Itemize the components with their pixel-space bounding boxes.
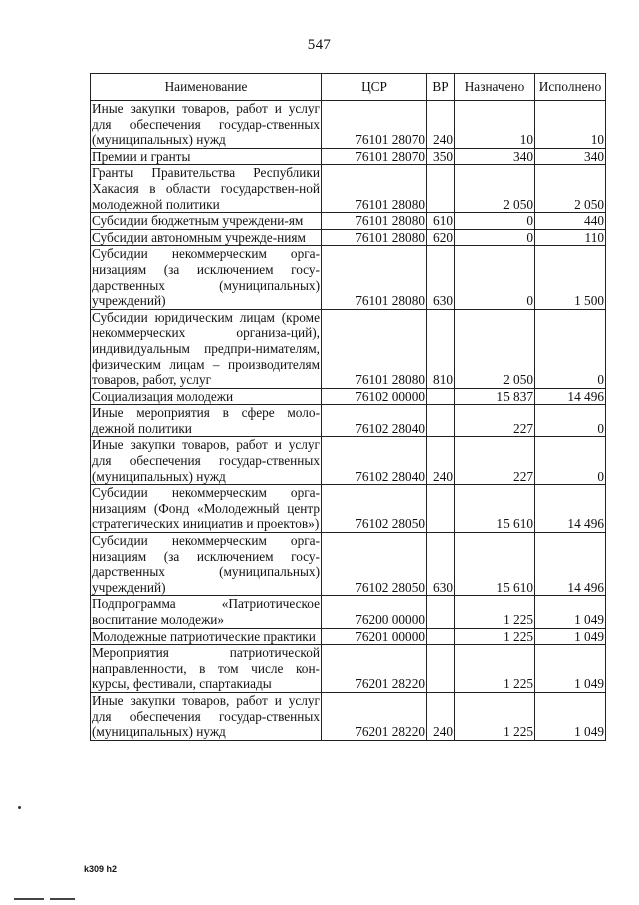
row-csr: 76102 28040 xyxy=(322,437,427,485)
row-executed: 340 xyxy=(535,148,606,165)
table-row xyxy=(91,229,606,246)
column-header-csr: ЦСР xyxy=(322,74,427,101)
row-planned: 1 225 xyxy=(455,692,535,740)
column-header-executed: Исполнено xyxy=(535,74,606,101)
row-name: Иные закупки товаров, работ и услуг для обеспечения государ-ственных (муниципальных) нужд xyxy=(92,101,320,148)
row-name: Субсидии некоммерческим орга-низациям (за исключением госу-дарственных (муниципальных) учреждений) xyxy=(92,246,320,309)
page-number: 547 xyxy=(307,37,332,53)
table-row xyxy=(91,692,606,740)
row-executed: 0 xyxy=(535,405,606,437)
row-executed: 1 049 xyxy=(535,692,606,740)
row-name: Социализация молодежи xyxy=(91,388,322,405)
row-name: Мероприятия патриотической направленности, в том числе кон-курсы, фестивали, спартакиады xyxy=(92,645,320,692)
table-row xyxy=(91,388,606,405)
row-executed: 14 496 xyxy=(535,533,606,596)
table-row xyxy=(91,645,606,693)
row-executed: 2 050 xyxy=(535,165,606,213)
row-vr xyxy=(427,388,455,405)
row-planned: 340 xyxy=(455,148,535,165)
row-executed: 0 xyxy=(535,437,606,485)
row-csr: 76102 28050 xyxy=(322,533,427,596)
row-csr: 76201 00000 xyxy=(322,628,427,645)
row-name: Гранты Правительства Республики Хакасия в области государствен-ной молодежной политики xyxy=(92,165,320,212)
table-row xyxy=(91,101,606,149)
row-executed: 14 496 xyxy=(535,485,606,533)
row-executed: 14 496 xyxy=(535,388,606,405)
row-csr: 76101 28080 xyxy=(322,309,427,388)
scan-mark-line xyxy=(50,898,75,900)
row-csr: 76101 28080 xyxy=(322,246,427,309)
row-vr: 610 xyxy=(427,213,455,230)
table-row xyxy=(91,309,606,388)
row-name: Подпрограмма «Патриотическое воспитание молодежи» xyxy=(92,596,320,627)
row-vr: 240 xyxy=(427,692,455,740)
row-planned: 1 225 xyxy=(455,645,535,693)
row-name: Иные закупки товаров, работ и услуг для обеспечения государ-ственных (муниципальных) нужд xyxy=(92,437,320,484)
table-row xyxy=(91,628,606,645)
row-vr xyxy=(427,405,455,437)
row-vr xyxy=(427,596,455,628)
row-planned: 2 050 xyxy=(455,309,535,388)
row-executed: 1 049 xyxy=(535,596,606,628)
row-csr: 76102 28050 xyxy=(322,485,427,533)
budget-table xyxy=(90,73,606,741)
row-name: Субсидии некоммерческим орга-низациям (Фонд «Молодежный центр стратегических инициатив и проектов») xyxy=(92,485,320,532)
row-csr: 76201 28220 xyxy=(322,692,427,740)
row-csr: 76101 28080 xyxy=(322,229,427,246)
table-row xyxy=(91,533,606,596)
column-header-planned: Назначено xyxy=(455,74,535,101)
row-csr: 76102 00000 xyxy=(322,388,427,405)
row-planned: 15 610 xyxy=(455,485,535,533)
table-row xyxy=(91,213,606,230)
row-name: Молодежные патриотические практики xyxy=(91,628,322,645)
row-vr: 620 xyxy=(427,229,455,246)
table-row xyxy=(91,405,606,437)
row-executed: 110 xyxy=(535,229,606,246)
row-vr xyxy=(427,628,455,645)
row-vr xyxy=(427,165,455,213)
row-vr: 240 xyxy=(427,101,455,149)
row-planned: 0 xyxy=(455,213,535,230)
row-csr: 76200 00000 xyxy=(322,596,427,628)
table-row xyxy=(91,246,606,309)
table-header-row xyxy=(91,74,606,101)
row-csr: 76101 28070 xyxy=(322,148,427,165)
row-executed: 1 049 xyxy=(535,645,606,693)
row-executed: 0 xyxy=(535,309,606,388)
row-planned: 10 xyxy=(455,101,535,149)
row-name: Иные мероприятия в сфере моло-дежной политики xyxy=(92,405,320,436)
row-name: Субсидии юридическим лицам (кроме некоммерческих организа-ций), индивидуальным предпри-нимателям, физическим лицам – производителям товаров, работ, услуг xyxy=(92,309,320,388)
row-csr: 76101 28070 xyxy=(322,101,427,149)
row-name: Субсидии автономным учрежде-ниям xyxy=(91,229,322,246)
table-row xyxy=(91,596,606,628)
row-csr: 76101 28080 xyxy=(322,165,427,213)
row-name: Субсидии некоммерческим орга-низациям (за исключением госу-дарственных (муниципальных) учреждений) xyxy=(92,533,320,595)
row-executed: 1 049 xyxy=(535,628,606,645)
row-planned: 227 xyxy=(455,405,535,437)
row-planned: 227 xyxy=(455,437,535,485)
scan-speck xyxy=(18,806,21,809)
row-vr: 350 xyxy=(427,148,455,165)
row-csr: 76102 28040 xyxy=(322,405,427,437)
row-planned: 15 610 xyxy=(455,533,535,596)
row-csr: 76201 28220 xyxy=(322,645,427,693)
row-planned: 0 xyxy=(455,246,535,309)
row-planned: 2 050 xyxy=(455,165,535,213)
row-planned: 1 225 xyxy=(455,628,535,645)
row-planned: 15 837 xyxy=(455,388,535,405)
table-body xyxy=(91,101,606,741)
table-row xyxy=(91,437,606,485)
row-name: Иные закупки товаров, работ и услуг для обеспечения государ-ственных (муниципальных) нужд xyxy=(92,692,320,740)
row-csr: 76101 28080 xyxy=(322,213,427,230)
row-planned: 1 225 xyxy=(455,596,535,628)
row-name: Премии и гранты xyxy=(91,148,322,165)
row-name: Субсидии бюджетным учреждени-ям xyxy=(91,213,322,230)
column-header-name: Наименование xyxy=(91,74,322,101)
row-vr: 240 xyxy=(427,437,455,485)
column-header-vr: ВР xyxy=(427,74,455,101)
footer-code: k309 h2 xyxy=(84,864,118,874)
row-vr: 630 xyxy=(427,246,455,309)
row-executed: 10 xyxy=(535,101,606,149)
row-executed: 1 500 xyxy=(535,246,606,309)
row-vr: 810 xyxy=(427,309,455,388)
row-planned: 0 xyxy=(455,229,535,246)
row-vr: 630 xyxy=(427,533,455,596)
row-executed: 440 xyxy=(535,213,606,230)
table-row xyxy=(91,485,606,533)
row-vr xyxy=(427,485,455,533)
scan-mark-line xyxy=(14,898,44,900)
table-row xyxy=(91,148,606,165)
row-vr xyxy=(427,645,455,693)
table-row xyxy=(91,165,606,213)
